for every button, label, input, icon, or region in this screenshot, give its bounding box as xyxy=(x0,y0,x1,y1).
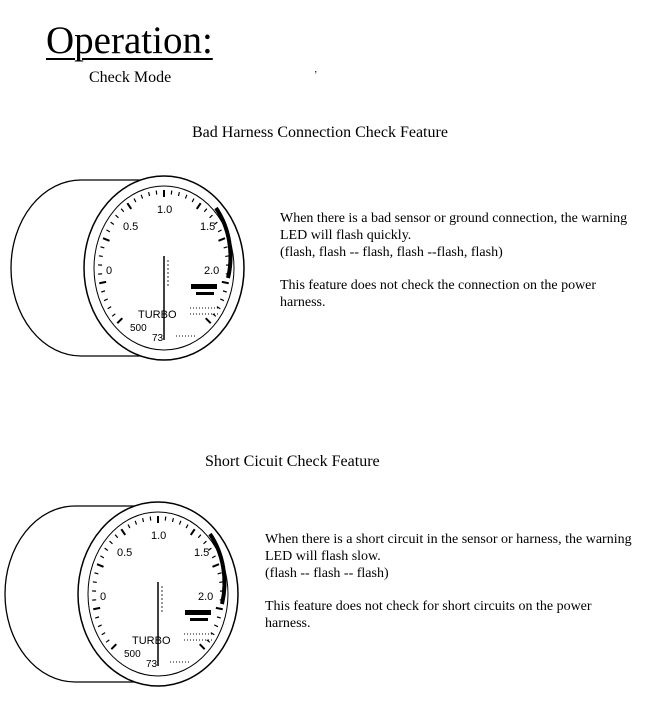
boost-gauge-illustration xyxy=(0,494,240,694)
gauge-logo-mark xyxy=(191,284,217,289)
page-title: Operation: xyxy=(46,19,213,62)
gauge-tick xyxy=(222,282,229,283)
flash-pattern: (flash, flash -- flash, flash --flash, flash) xyxy=(280,245,503,260)
boost-gauge-illustration xyxy=(6,168,246,368)
gauge-brand-label: TURBO xyxy=(138,309,177,321)
gauge-label-1.5: 1.5 xyxy=(194,547,210,559)
gauge-readout-right: 73 xyxy=(146,659,158,670)
gauge-label-1.0: 1.0 xyxy=(151,530,167,542)
gauge-readout-right: 73 xyxy=(152,333,164,344)
gauge-readout-left: 500 xyxy=(130,323,147,334)
section-heading-short-circuit: Short Cicuit Check Feature xyxy=(205,453,380,470)
gauge-label-1.0: 1.0 xyxy=(157,204,173,216)
gauge-label-0.5: 0.5 xyxy=(123,221,139,233)
gauge-brand-label: TURBO xyxy=(132,635,171,647)
gauge-tick xyxy=(93,582,97,583)
gauge-label-1.5: 1.5 xyxy=(200,221,216,233)
gauge-tick xyxy=(93,608,100,609)
description-paragraph: This feature does not check the connection on the power harness. xyxy=(280,278,597,310)
gauge-label-2.0: 2.0 xyxy=(198,591,214,603)
gauge-label-0: 0 xyxy=(100,591,107,603)
gauge-logo-mark xyxy=(185,610,211,615)
gauge-label-0: 0 xyxy=(106,265,113,277)
description-paragraph: When there is a short circuit in the sensor or harness, the warning LED will flash slow. xyxy=(265,532,632,564)
section-description-short-circuit xyxy=(265,531,640,632)
flash-pattern: (flash -- flash -- flash) xyxy=(265,566,389,581)
page-subtitle: Check Mode xyxy=(89,69,172,86)
section-description-bad-harness xyxy=(280,210,645,311)
description-paragraph: When there is a bad sensor or ground connection, the warning LED will flash quickly. xyxy=(280,211,628,243)
gauge-tick xyxy=(216,608,223,609)
gauge-tick xyxy=(99,282,106,283)
gauge-label-2.0: 2.0 xyxy=(204,265,220,277)
gauge-label-0.5: 0.5 xyxy=(117,547,133,559)
gauge-tick xyxy=(99,256,103,257)
section-heading-bad-harness: Bad Harness Connection Check Feature xyxy=(192,124,448,141)
description-paragraph: This feature does not check for short circuits on the power harness. xyxy=(265,599,592,631)
gauge-readout-left: 500 xyxy=(124,649,141,660)
stray-mark: ’ xyxy=(314,70,318,81)
